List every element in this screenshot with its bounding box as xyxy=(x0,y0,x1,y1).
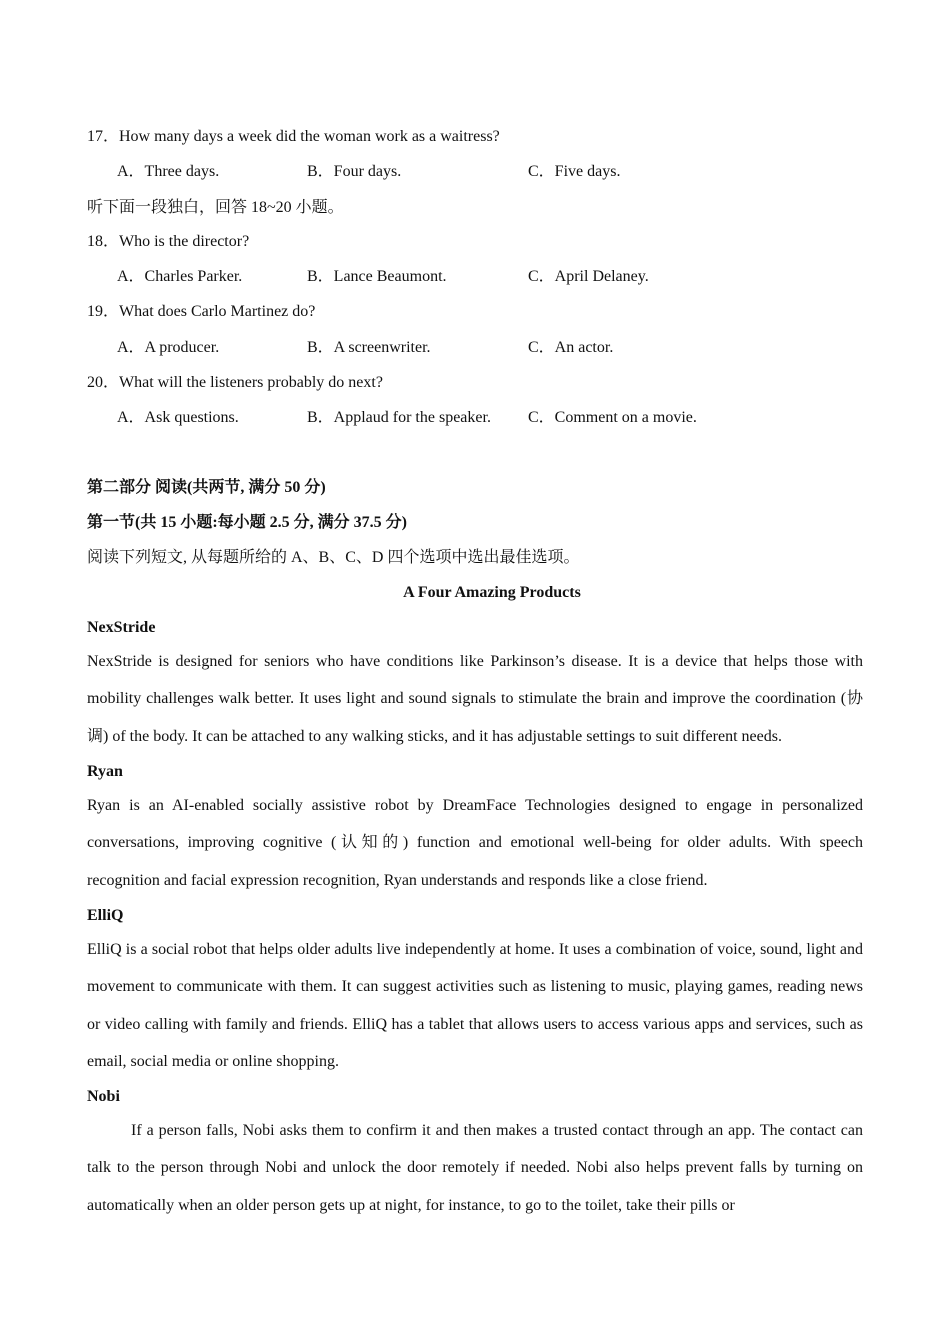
product-text-nobi: If a person falls, Nobi asks them to confirm it and then makes a trusted contact through an app. The contact can talk to the person through Nobi and unlock the door remotely if needed. Nobi also helps prevent falls by turning on automatically when an older person gets up at night, for instance, to go to the toilet, take their pills or xyxy=(87,1122,863,1214)
question-18: 18．Who is the director? xyxy=(87,233,250,250)
monologue-instruction: 听下面一段独白，回答 18~20 小题。 xyxy=(87,199,344,216)
question-19: 19．What does Carlo Martinez do? xyxy=(87,303,316,320)
q17-option-b: B．Four days. xyxy=(307,163,402,180)
q19-option-c: C．An actor. xyxy=(528,339,614,356)
section-title: 第一节(共 15 小题:每小题 2.5 分, 满分 37.5 分) xyxy=(87,514,407,531)
q18-option-b: B．Lance Beaumont. xyxy=(307,268,447,285)
q18-option-a: A．Charles Parker. xyxy=(117,268,243,285)
question-20: 20．What will the listeners probably do next? xyxy=(87,374,383,391)
question-17: 17．How many days a week did the woman work as a waitress? xyxy=(87,128,500,145)
product-text-ryan: Ryan is an AI-enabled socially assistive robot by DreamFace Technologies designed to engage in personalized conversations, improving cognitive (认知的) function and emotional well-being for older adults. With speech recognition and facial expression recognition, Ryan understands and responds like a close friend. xyxy=(87,797,863,889)
q17-option-c: C．Five days. xyxy=(528,163,621,180)
q19-option-a: A．A producer. xyxy=(117,339,220,356)
product-name-ryan: Ryan xyxy=(87,763,123,780)
q20-option-c: C．Comment on a movie. xyxy=(528,409,697,426)
product-text-nexstride: NexStride is designed for seniors who have conditions like Parkinson’s disease. It is a device that helps those with mobility challenges walk better. It uses light and sound signals to stimulate the brain and improve the coordination (协调) of the body. It can be attached to any walking sticks, and it has adjustable settings to suit different needs. xyxy=(87,653,863,745)
q18-option-c: C．April Delaney. xyxy=(528,268,649,285)
q20-option-a: A．Ask questions. xyxy=(117,409,239,426)
product-name-nexstride: NexStride xyxy=(87,619,156,636)
q17-option-a: A．Three days. xyxy=(117,163,220,180)
product-text-elliq: ElliQ is a social robot that helps older adults live independently at home. It uses a combination of voice, sound, light and movement to communicate with them. It can suggest activities such as listening to music, playing games, reading news or video calling with family and friends. ElliQ has a tablet that allows users to access various apps and services, such as email, social media or online shopping. xyxy=(87,941,863,1070)
article-title: A Four Amazing Products xyxy=(403,584,581,601)
part-title: 第二部分 阅读(共两节, 满分 50 分) xyxy=(87,479,326,496)
product-name-elliq: ElliQ xyxy=(87,907,124,924)
reading-instruction: 阅读下列短文, 从每题所给的 A、B、C、D 四个选项中选出最佳选项。 xyxy=(87,549,580,566)
q20-option-b: B．Applaud for the speaker. xyxy=(307,409,491,426)
product-name-nobi: Nobi xyxy=(87,1088,120,1105)
q19-option-b: B．A screenwriter. xyxy=(307,339,431,356)
